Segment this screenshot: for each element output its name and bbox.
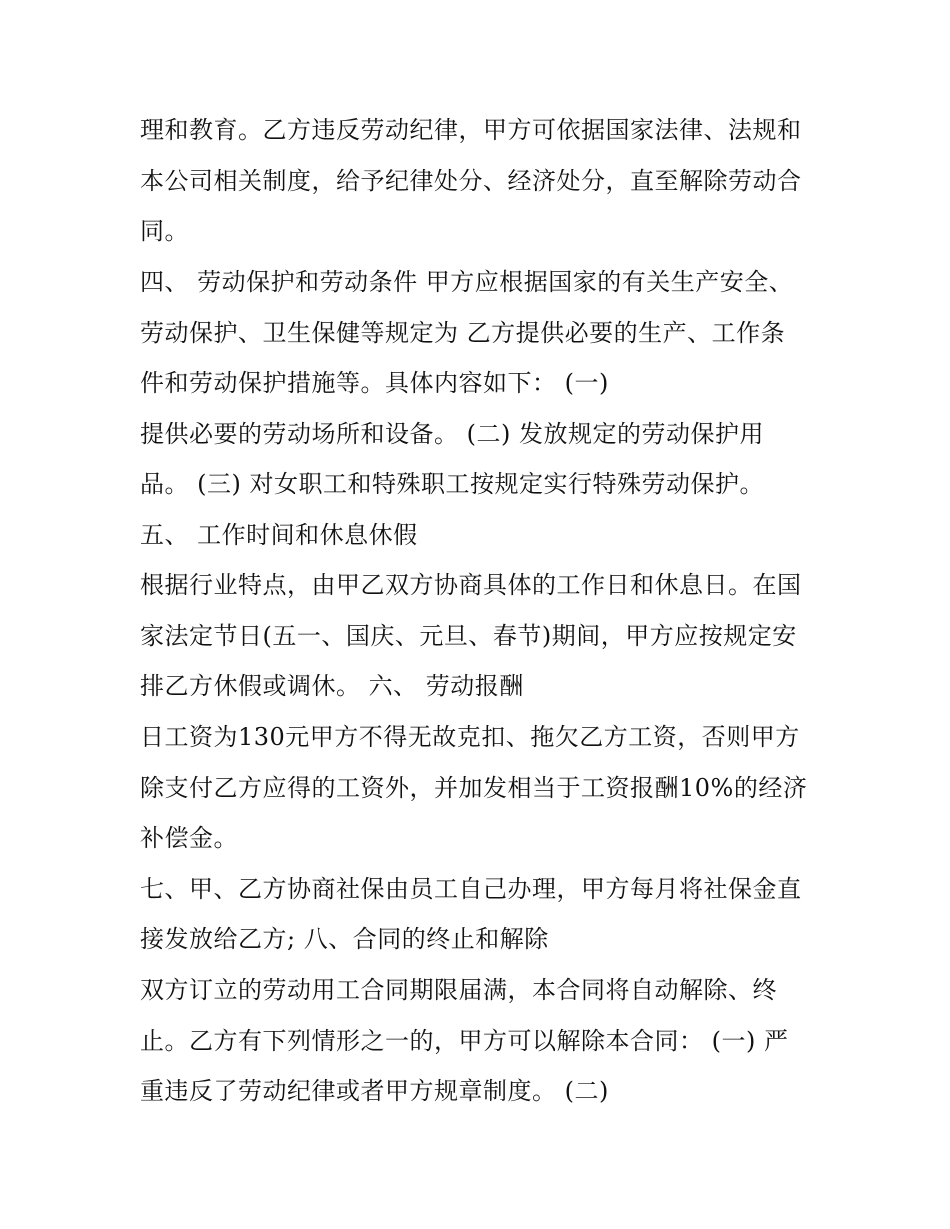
section-heading-5: 五、 工作时间和休息休假 [140,521,418,549]
text-line: 根据行业特点，由甲乙双方协商具体的工作日和休息日。在国 [140,571,802,599]
text-line: 双方订立的劳动用工合同期限届满，本合同将自动解除、终 [140,976,777,1004]
text-line: 家法定节日(五一、国庆、元旦、春节)期间，甲方应按规定安 [140,622,797,650]
text-line: 提供必要的劳动场所和设备。 (二) 发放规定的劳动保护用 [140,420,764,448]
text-line: 同。 [140,217,189,245]
section-heading-4: 四、 劳动保护和劳动条件 甲方应根据国家的有关生产安全、 [140,268,794,296]
text-line: 排乙方休假或调休。 六、 劳动报酬 [140,672,524,700]
text-line: 除支付乙方应得的工资外，并加发相当于工资报酬10%的经济 [140,774,808,802]
text-line: 劳动保护、卫生保健等规定为 乙方提供必要的生产、工作条 [140,319,786,347]
text-line: 本公司相关制度，给予纪律处分、经济处分，直至解除劳动合 [140,167,802,195]
section-heading-7: 七、甲、乙方协商社保由员工自己办理，甲方每月将社保金直 [140,875,802,903]
text-line: 日工资为130元甲方不得无故克扣、拖欠乙方工资，否则甲方 [140,723,800,751]
text-line: 件和劳动保护措施等。具体内容如下： (一) [140,369,609,397]
text-line: 理和教育。乙方违反劳动纪律，甲方可依据国家法律、法规和 [140,116,802,144]
text-line: 重违反了劳动纪律或者甲方规章制度。 (二) [140,1077,609,1105]
text-line: 补偿金。 [140,824,238,852]
text-line: 品。 (三) 对女职工和特殊职工按规定实行特殊劳动保护。 [140,470,764,498]
text-line: 接发放给乙方; 八、合同的终止和解除 [140,925,549,953]
text-line: 止。乙方有下列情形之一的，甲方可以解除本合同： (一) 严 [140,1027,789,1055]
